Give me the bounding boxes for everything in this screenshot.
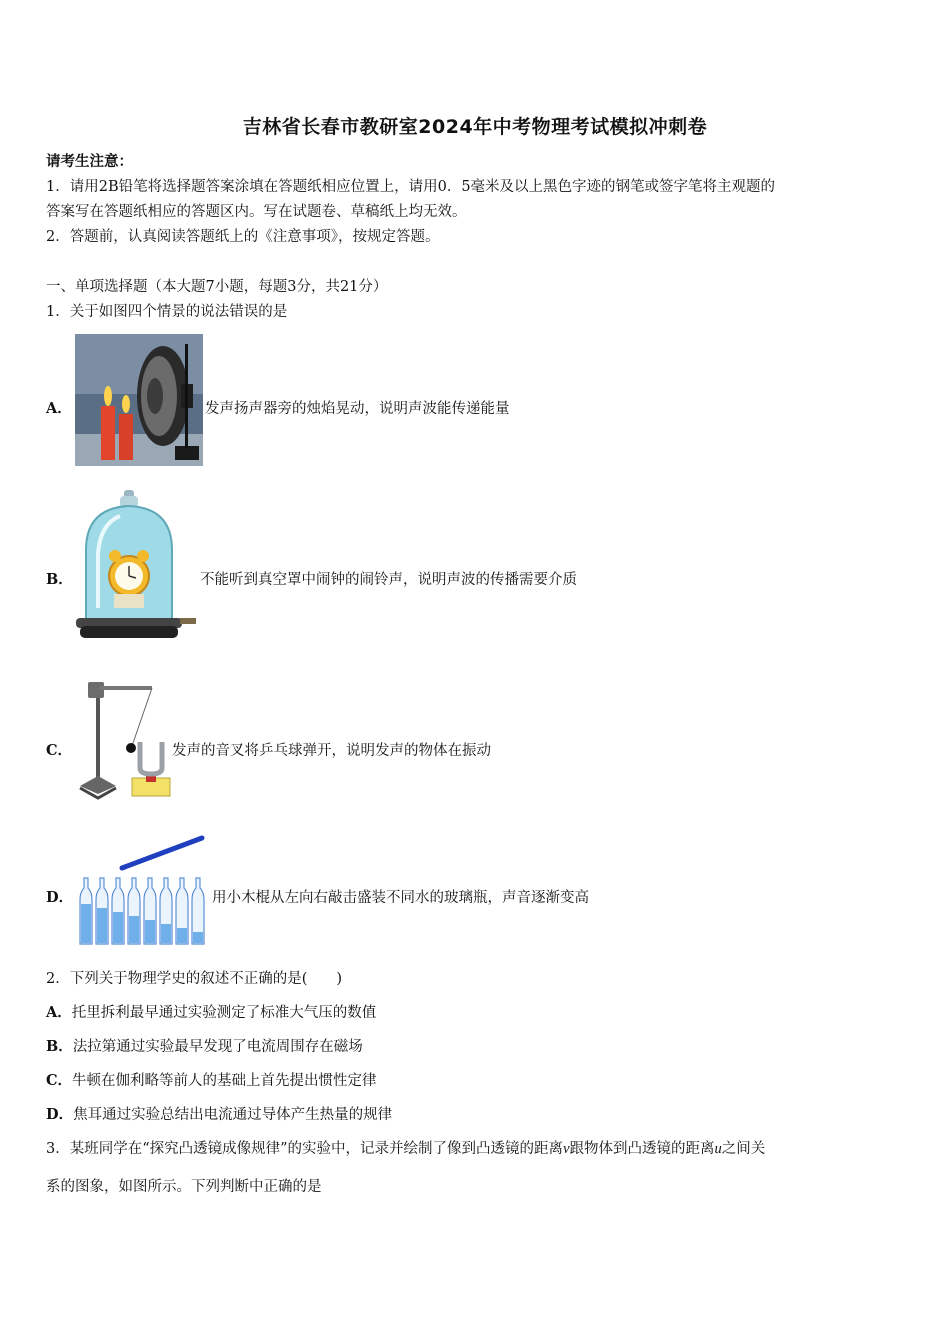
tuning-fork-ball-image: [76, 676, 174, 802]
candle-speaker-image: [75, 334, 203, 466]
q1-option-b-letter: B．: [46, 571, 73, 588]
bell-jar-alarm-clock-image: [76, 490, 198, 642]
q1-option-d-text: 用小木棍从左向右敲击盛装不同水的玻璃瓶，声音逐渐变高: [212, 890, 589, 906]
q2-option-c: C．牛顿在伽利略等前人的基础上首先提出惯性定律: [46, 1072, 377, 1089]
q3-stem-line-2: 系的图象，如图所示。下列判断中正确的是: [46, 1179, 322, 1195]
q2-option-a: A．托里拆利最早通过实验测定了标准大气压的数值: [46, 1004, 377, 1021]
q2-option-b: B．法拉第通过实验最早发现了电流周围存在磁场: [46, 1038, 363, 1055]
q1-option-c-letter: C．: [46, 742, 73, 759]
q2-option-d: D．焦耳通过实验总结出电流通过导体产生热量的规律: [46, 1106, 393, 1123]
notice-line-2: 答案写在答题纸相应的答题区内。写在试题卷、草稿纸上均无效。: [46, 204, 467, 220]
notice-line-3: 2．答题前，认真阅读答题纸上的《注意事项》，按规定答题。: [46, 229, 440, 245]
q1-option-a-letter: A．: [46, 400, 72, 417]
q2-stem: 2．下列关于物理学史的叙述不正确的是( ): [46, 971, 343, 987]
q1-option-b-text: 不能听到真空罩中闹钟的闹铃声，说明声波的传播需要介质: [200, 572, 577, 588]
notice-line-1: 1．请用2B铅笔将选择题答案涂填在答题纸相应位置上，请用0．5毫米及以上黑色字迹的钢笔或签字笔将主观题的: [46, 179, 776, 195]
page-title: 吉林省长春市教研室2024年中考物理考试模拟冲刺卷: [242, 116, 708, 138]
q1-option-a-text: 发声扬声器旁的烛焰晃动，说明声波能传递能量: [205, 401, 510, 417]
q1-stem: 1．关于如图四个情景的说法错误的是: [46, 304, 288, 320]
q1-option-d-letter: D．: [46, 889, 74, 906]
glass-bottles-stick-image: [76, 834, 212, 950]
notice-heading: 请考生注意：: [46, 153, 133, 170]
section-heading: 一、单项选择题（本大题7小题，每题3分，共21分）: [46, 279, 388, 295]
q3-stem-line-1: 3．某班同学在“探究凸透镜成像规律”的实验中，记录并绘制了像到凸透镜的距离v跟物体到凸透镜的距离u之间关: [46, 1141, 766, 1157]
q1-option-c-text: 发声的音叉将乒乓球弹开，说明发声的物体在振动: [172, 743, 491, 759]
